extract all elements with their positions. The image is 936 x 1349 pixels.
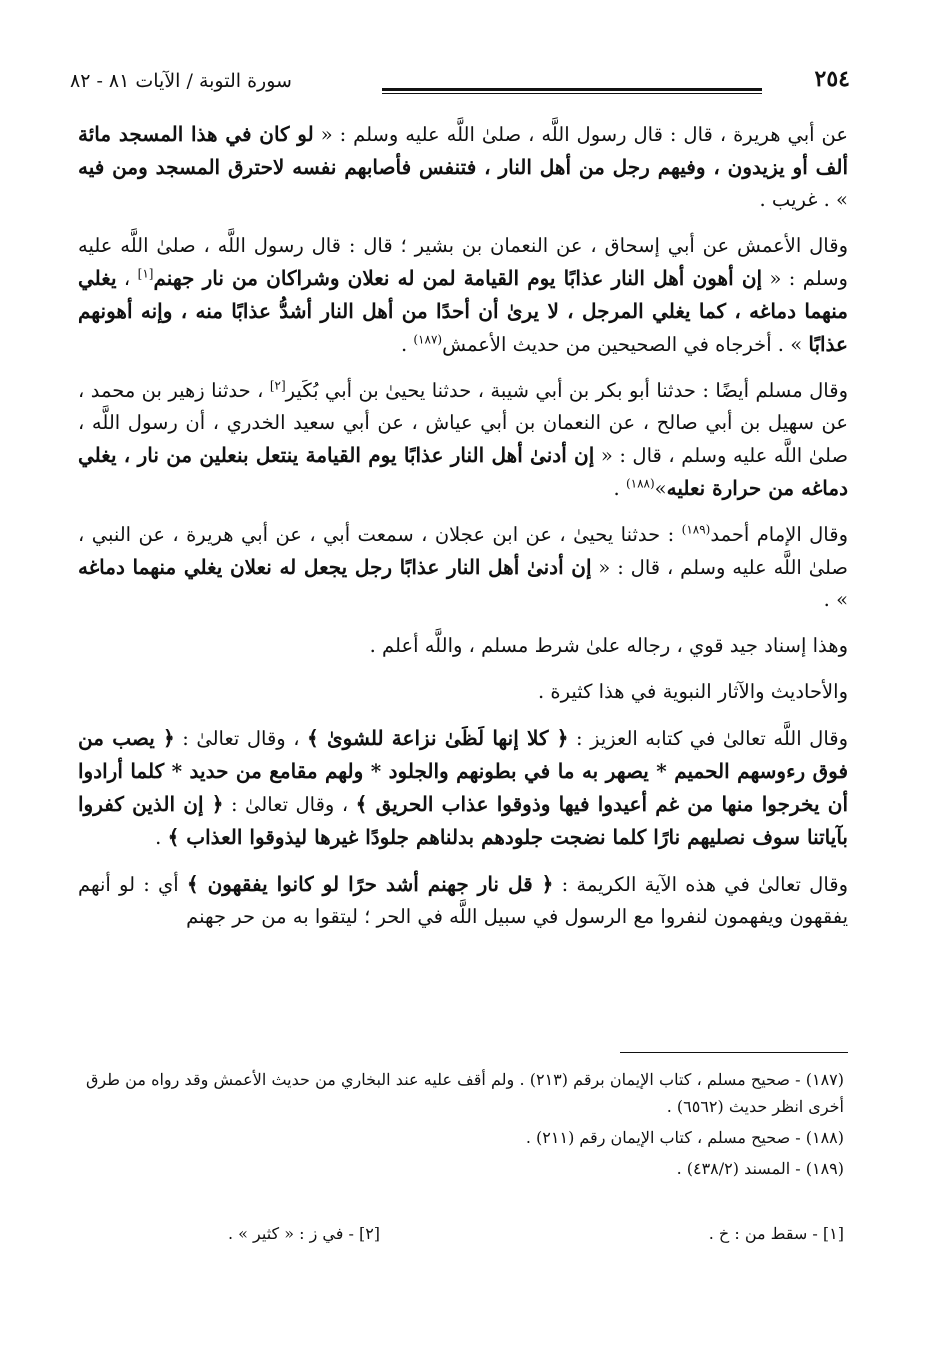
text-segment: وقال الإمام أحمد: [710, 523, 848, 546]
quoted-text: ﴿ إن الذين كفروا بآياتنا سوف نصليهم نارًا كلما نضجت جلودهم بدلناهم جلودًا غيرها ليذوقوا العذاب ﴾: [78, 792, 848, 849]
text-segment: : حدثنا يحيىٰ ، عن ابن عجلان ، سمعت أبي ، عن أبي هريرة ، عن النبي ، صلىٰ اللَّه عليه وسلم ، قال : «: [78, 523, 848, 579]
page-number: ٢٥٤: [814, 66, 850, 92]
text-segment: وقال مسلم أيضًا : حدثنا أبو بكر بن أبي شيبة ، حدثنا يحيىٰ بن أبي بُكَير: [285, 379, 848, 402]
page-header: [70, 64, 850, 104]
reference-marker: (١٨٩): [681, 522, 711, 537]
main-text: [78, 118, 848, 947]
quoted-text: إن أدنىٰ أهل النار عذابًا يوم القيامة ينتعل بنعلين من نار ، يغلي دماغه من حرارة نعليه: [78, 443, 848, 500]
text-segment: وقال اللَّه تعالىٰ في كتابه العزيز :: [568, 727, 848, 750]
footnote-187: (١٨٧) - صحيح مسلم ، كتاب الإيمان برقم (٢١٣) . ولم أقف عليه عند البخاري من حديث الأعمش وقد رواه من طرق أخرى انظر حديث (٦٥٦٢) .: [86, 1070, 844, 1116]
header-rule: [382, 88, 762, 91]
reference-marker: [٢]: [269, 378, 286, 393]
quoted-text: ﴿ كلا إنها لَظَىٰ نزاعة للشوىٰ ﴾: [307, 726, 569, 750]
quoted-text: إن أهون أهل النار عذابًا يوم القيامة لمن له نعلان وشراكان من نار جهنم: [153, 266, 763, 290]
text-segment: وهذا إسناد جيد قوي ، رجاله علىٰ شرط مسلم ، واللَّه أعلم .: [369, 634, 848, 657]
quoted-text: يغلي منهما دماغه ، كما يغلي المرجل ، لا يرىٰ أن أحدًا من أهل النار أشدُّ عذابًا منه ، وإنه أهونهم عذابًا: [78, 266, 848, 356]
text-segment: » . أخرجاه في الصحيحين من حديث الأعمش: [442, 333, 809, 356]
paragraph: [78, 722, 848, 854]
reference-marker: (١٨٨): [625, 476, 655, 491]
reference-marker: (١٨٧): [413, 332, 443, 347]
paragraph: [78, 519, 848, 616]
text-segment: ،: [116, 267, 138, 290]
footnote-rule: [620, 1052, 848, 1053]
text-segment: وقال الأعمش عن أبي إسحاق ، عن النعمان بن بشير ؛ قال : قال رسول اللَّه ، صلىٰ اللَّه عليه وسلم : «: [78, 234, 848, 290]
quoted-text: ﴿ يصب من فوق رءوسهم الحميم * يصهر به ما في بطونهم والجلود * ولهم مقامع من حديد * كلما أرادوا أن يخرجوا منها من غم أعيدوا فيها وذوقوا عذاب الحريق ﴾: [78, 726, 848, 816]
footnote-188: (١٨٨) - صحيح مسلم ، كتاب الإيمان رقم (٢١١) .: [525, 1128, 844, 1147]
quoted-text: لو كان في هذا المسجد مائة ألف أو يزيدون ، وفيهم رجل من أهل النار ، فتنفس فأصابهم نفسه لاحترق المسجد ومن فيه: [78, 122, 848, 179]
header-rule-thin: [382, 93, 762, 94]
text-segment: ، حدثنا زهير بن محمد ، عن سهيل بن أبي صالح ، عن النعمان بن أبي عياش ، عن أبي سعيد الخدري ، أن رسول اللَّه ، صلىٰ اللَّه عليه وسلم ، قال : «: [78, 379, 849, 467]
text-segment: »: [654, 477, 667, 500]
text-segment: » . غريب .: [759, 188, 848, 211]
paragraph: [78, 676, 848, 708]
paragraph: [78, 868, 848, 933]
text-segment: ، وقال تعالىٰ :: [174, 727, 307, 750]
footnotes: [86, 1066, 844, 1186]
quoted-text: إن أدنىٰ أهل النار عذابًا رجل يجعل له نعلان يغلي منهما دماغه: [78, 555, 592, 579]
text-segment: أي : لو أنهم يفقهون ويفهمون لنفروا مع الرسول في سبيل اللَّه في الحر ؛ ليتقوا به من حر جهنم: [78, 873, 848, 928]
text-segment: .: [400, 333, 414, 356]
paragraph: [78, 118, 848, 216]
sura-title: سورة التوبة / الآيات ٨١ - ٨٢: [70, 70, 292, 92]
text-segment: والأحاديث والآثار النبوية في هذا كثيرة .: [538, 680, 848, 703]
text-segment: ، وقال تعالىٰ :: [223, 793, 356, 816]
quoted-text: ﴿ قل نار جهنم أشد حرًا لو كانوا يفقهون ﴾: [186, 872, 554, 896]
text-segment: .: [613, 477, 626, 500]
paragraph: [78, 230, 848, 361]
paragraph: [78, 375, 848, 505]
paragraph: [78, 630, 848, 662]
text-segment: » .: [823, 588, 848, 611]
footnote-189: (١٨٩) - المسند (٤٣٨/٢) .: [676, 1159, 844, 1178]
editor-notes: [228, 1224, 844, 1254]
text-segment: .: [155, 826, 168, 849]
editor-note-2: [٢] - في ز : « كثير » .: [228, 1224, 381, 1243]
text-segment: عن أبي هريرة ، قال : قال رسول اللَّه ، صلىٰ اللَّه عليه وسلم : «: [313, 123, 849, 146]
reference-marker: [١]: [137, 266, 154, 281]
text-segment: وقال تعالىٰ في هذه الآية الكريمة :: [553, 873, 848, 896]
editor-note-1: [١] - سقط من : خ .: [708, 1224, 844, 1243]
